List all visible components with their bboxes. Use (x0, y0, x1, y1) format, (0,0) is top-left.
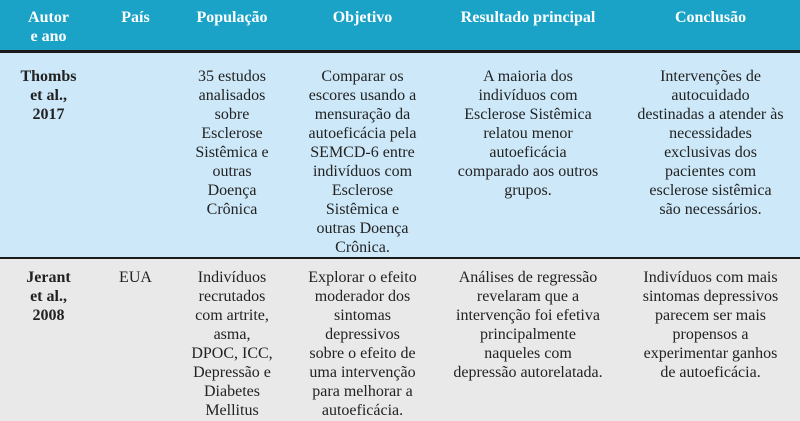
table-row (0, 51, 800, 258)
cell-conclusion (621, 51, 800, 258)
header-country-label: País (121, 9, 150, 26)
header-population (174, 0, 290, 51)
table-header (0, 0, 800, 51)
objective-text: Comparar os escores usando a mensuração da autoeficácia pela SEMCD-6 entre indivíduos com Esclerose Sistêmica e outras Doença Crônica. (308, 67, 417, 256)
header-main-result-label: Resultado principal (460, 9, 596, 26)
header-conclusion (621, 0, 800, 51)
header-row (0, 0, 800, 51)
cell-population (174, 51, 290, 258)
cell-objective (290, 51, 435, 258)
country-text: EUA (119, 268, 152, 286)
cell-conclusion (621, 258, 800, 421)
header-author-year (0, 0, 97, 51)
cell-author-year (0, 51, 97, 258)
cell-country (97, 258, 174, 421)
cell-population (174, 258, 290, 421)
population-text: 35 estudos analisados sobre Esclerose Sistêmica e outras Doença Crônica (195, 67, 269, 218)
main-result-text: A maioria dos indivíduos com Esclerose Sistêmica relatou menor autoeficácia comparado aos outros grupos. (457, 67, 599, 199)
header-conclusion-label: Conclusão (674, 9, 747, 26)
cell-country (97, 51, 174, 258)
header-objective-label: Objetivo (332, 9, 393, 26)
objective-text: Explorar o efeito moderador dos sintomas depressivos sobre o efeito de uma intervenção para melhorar a autoeficácia. (308, 268, 417, 419)
main-result-text: Análises de regressão revelaram que a intervenção foi efetiva principalmente naqueles com depressão autorelatada. (453, 268, 603, 381)
header-country (97, 0, 174, 51)
cell-main-result (435, 258, 621, 421)
header-objective (290, 0, 435, 51)
cell-author-year (0, 258, 97, 421)
author-year-text: Thombs et al., 2017 (20, 67, 77, 123)
table-row (0, 258, 800, 421)
table-body (0, 51, 800, 421)
conclusion-text: Intervenções de autocuidado destinadas a atender às necessidades exclusivas dos pacientes com esclerose sistêmica são necessários. (637, 67, 784, 218)
header-main-result (435, 0, 621, 51)
cell-main-result (435, 51, 621, 258)
header-population-label: População (196, 9, 268, 26)
header-author-year-label: Autor e ano (28, 9, 69, 45)
conclusion-text: Indivíduos com mais sintomas depressivos parecem ser mais propensos a experimentar ganhos de autoeficácia. (642, 268, 779, 381)
author-year-text: Jerant et al., 2008 (26, 268, 71, 324)
cell-objective (290, 258, 435, 421)
population-text: Indivíduos recrutados com artrite, asma, DPOC, ICC, Depressão e Diabetes Mellitus (191, 268, 273, 419)
